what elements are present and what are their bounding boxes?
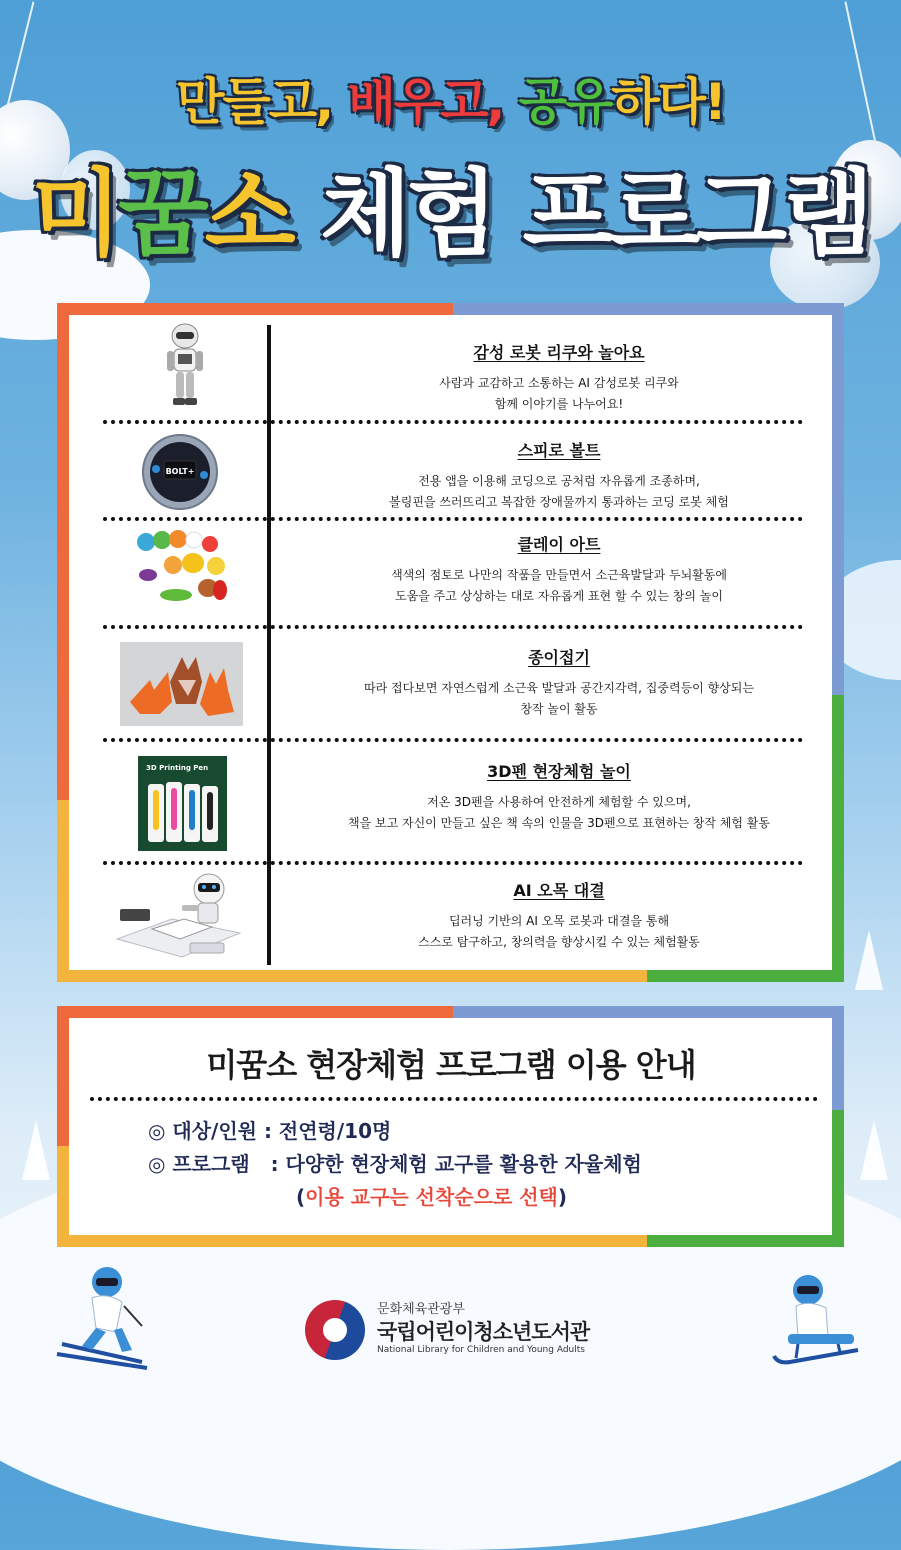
tree-icon [860, 1120, 888, 1180]
program-row [270, 759, 848, 834]
guide-program: ◎ 프로그램 : 다양한 현장체험 교구를 활용한 자율체험 [148, 1152, 642, 1176]
frame-edge [57, 1146, 69, 1246]
note-paren: ( [296, 1185, 306, 1209]
frame-edge [647, 970, 844, 982]
title-part: 소 [204, 160, 292, 269]
tree-icon [855, 930, 883, 990]
frame-edge [647, 1235, 844, 1247]
note-text: 이용 교구는 선착순으로 선택 [305, 1185, 558, 1209]
3d-pen-box-label: 3D Printing Pen [146, 764, 209, 772]
sphero-bolt-image [140, 433, 220, 511]
program-desc-line: 책을 보고 자신이 만들고 싶은 책 속의 인물을 3D펜으로 표현하는 창작 체험 활동 [347, 816, 770, 830]
clay-art-image [136, 530, 231, 615]
slogan-part: 만들고, [176, 73, 333, 131]
headline-slogan [0, 62, 901, 134]
ministry-name: 문화체육관광부 [377, 1302, 465, 1317]
program-row [270, 438, 848, 513]
note-paren: ) [557, 1185, 568, 1209]
program-desc-line: 딥러닝 기반의 AI 오목 로봇과 대결을 통해 [448, 914, 670, 928]
program-title: 클레이 아트 [517, 535, 601, 554]
guide-title: 미꿈소 현장체험 프로그램 이용 안내 [206, 1046, 696, 1084]
program-title: AI 오목 대결 [513, 881, 605, 900]
library-logo [305, 1298, 625, 1358]
frame-edge [57, 800, 69, 982]
program-desc-line: 저온 3D펜을 사용하여 안전하게 체험할 수 있으며, [427, 795, 691, 809]
program-desc-line: 전용 앱을 이용해 코딩으로 공처럼 자유롭게 조종하며, [418, 474, 700, 488]
title-part: 미 [31, 160, 118, 269]
headline-title [0, 138, 901, 273]
program-row [270, 645, 848, 720]
program-title: 종이접기 [528, 648, 590, 667]
sphero-label: BOLT+ [165, 467, 195, 476]
skier-illustration [52, 1262, 152, 1376]
program-title: 스피로 볼트 [517, 441, 601, 460]
frame-edge [57, 1235, 647, 1247]
taegeuk-icon [305, 1300, 365, 1360]
title-part: 꿈 [117, 160, 205, 269]
row-divider [103, 861, 803, 865]
slogan-part: 배우고, [332, 73, 504, 131]
program-desc-line: 볼링핀을 쓰러뜨리고 복잡한 장애물까지 통과하는 코딩 로봇 체험 [389, 495, 729, 509]
frame-edge [453, 1006, 844, 1018]
program-desc-line: 따라 접다보면 자연스럽게 소근육 발달과 공간지각력, 집중력등이 향상되는 [364, 681, 754, 695]
frame-edge [57, 1006, 453, 1018]
tree-icon [22, 1120, 50, 1180]
library-name-english: National Library for Children and Young Adults [377, 1345, 585, 1355]
frame-edge [832, 1110, 844, 1246]
frame-edge [453, 303, 844, 315]
program-desc-line: 창작 놀이 활동 [520, 702, 598, 716]
program-desc-line: 사람과 교감하고 소통하는 AI 감성로봇 리쿠와 [439, 376, 679, 390]
row-divider [103, 420, 803, 424]
robot-riku-image [160, 322, 210, 410]
guide-note [296, 1181, 567, 1210]
row-divider [103, 738, 803, 742]
sledder-illustration [768, 1272, 868, 1376]
slogan-part: 하다! [611, 73, 725, 131]
program-title: 3D펜 현장체험 놀이 [487, 762, 631, 781]
frame-edge [57, 970, 647, 982]
library-name: 국립어린이청소년도서관 [377, 1320, 590, 1344]
guide-divider [90, 1097, 818, 1101]
program-title: 감성 로봇 리쿠와 놀아요 [473, 343, 645, 362]
title-part: 체험 프로그램 [291, 160, 870, 269]
frame-edge [57, 303, 453, 315]
program-desc-line: 색색의 점토로 나만의 작품을 만들면서 소근육발달과 두뇌활동에 [391, 568, 727, 582]
row-divider [103, 517, 803, 521]
3d-pen-image [138, 756, 227, 851]
program-row [270, 878, 848, 953]
row-divider [103, 625, 803, 629]
program-row [270, 532, 848, 607]
program-desc-line: 도움을 주고 상상하는 대로 자유롭게 표현 할 수 있는 창의 놀이 [395, 589, 723, 603]
ai-omok-robot-image [112, 871, 242, 961]
frame-edge [57, 303, 69, 800]
program-desc-line: 함께 이야기를 나누어요! [494, 397, 624, 411]
origami-image [120, 642, 243, 726]
program-row [270, 340, 848, 415]
guide-target: ◎ 대상/인원 : 전연령/10명 [148, 1119, 392, 1143]
slogan-part: 공유 [503, 73, 612, 131]
program-desc-line: 스스로 탐구하고, 창의력을 향상시킬 수 있는 체험활동 [418, 935, 700, 949]
